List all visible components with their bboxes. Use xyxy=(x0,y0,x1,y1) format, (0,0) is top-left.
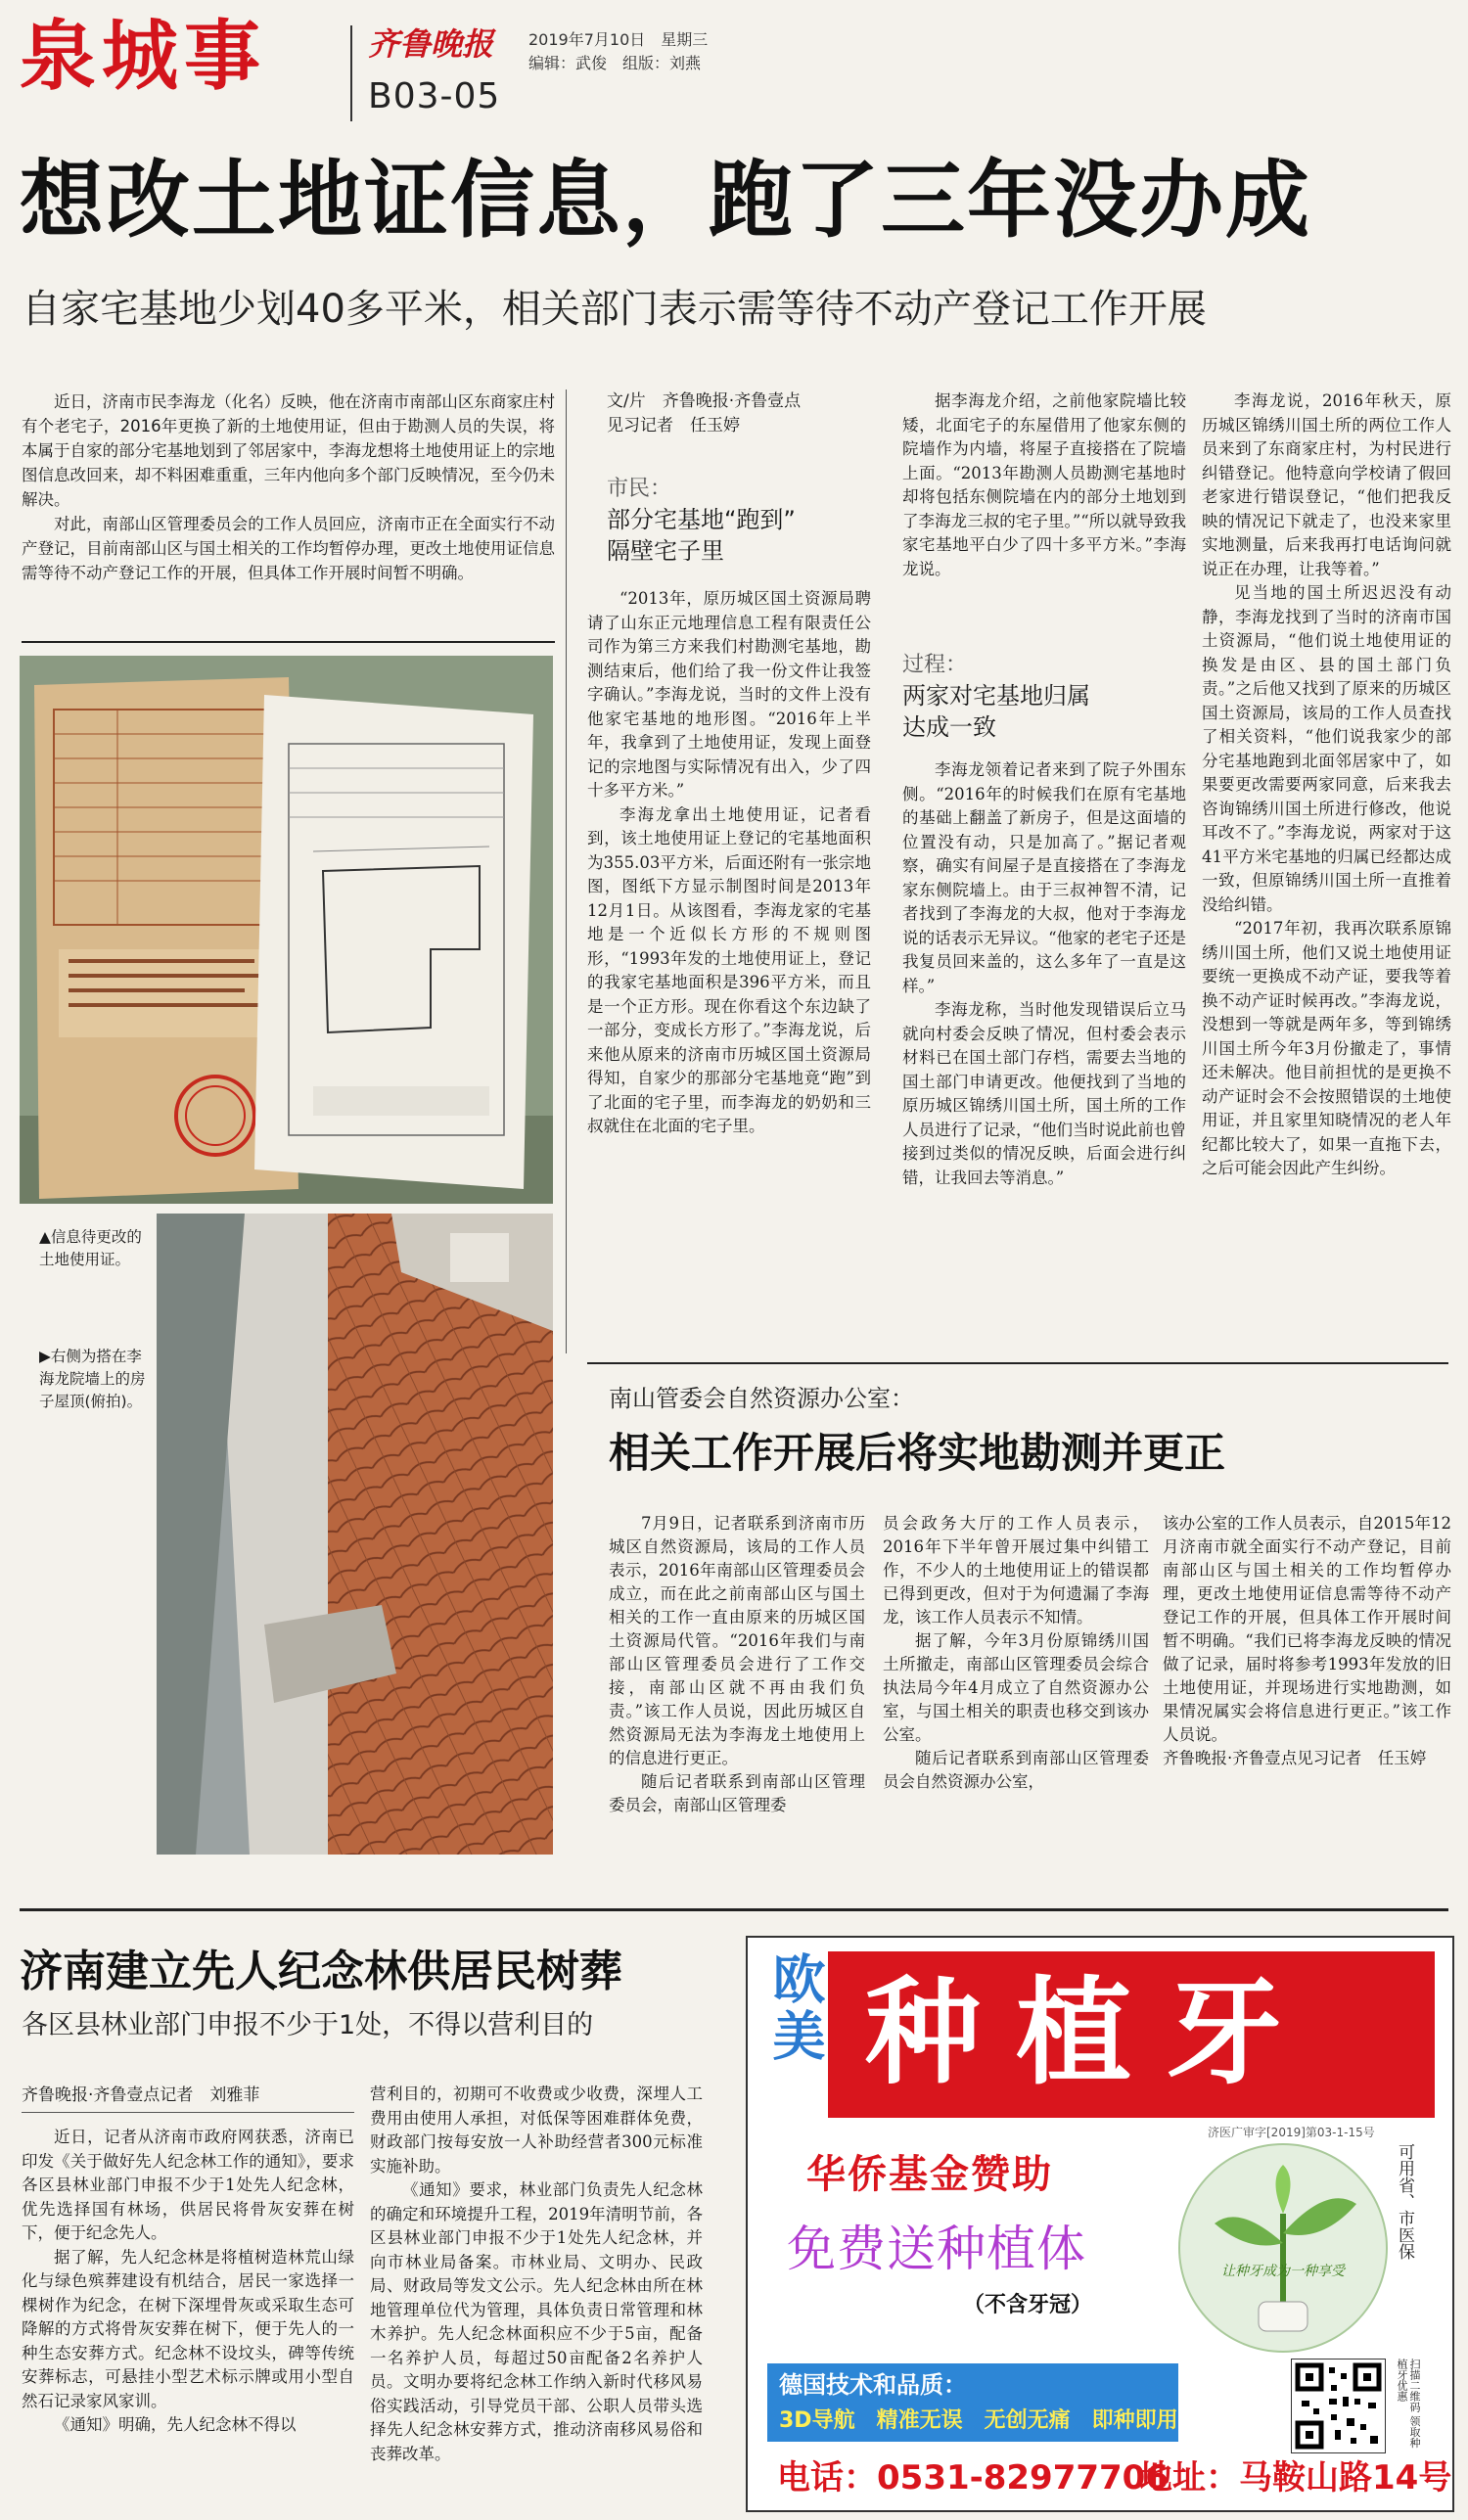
article-column-3 xyxy=(902,389,1186,654)
article-paragraph: 李海龙说，2016年秋天，原历城区锦绣川国土所的两位工作人员来到了东商家庄村，为村民进行纠错登记。他特意向学校请了假回老家进行错误登记，“他们把我反映的情况记下就走了，也没来家里实地测量，后来我再打电话询问就说正在办理，让我等着。” xyxy=(1202,391,1451,578)
photo2-caption: ▶右侧为搭在李海龙院墙上的房子屋顶(俯拍)。 xyxy=(39,1348,146,1410)
article-paragraph: 7月9日，记者联系到济南市历城区自然资源局，该局的工作人员表示，2016年南部山区管理委员会成立，而在此之前南部山区与国土相关的工作一直由原来的历城区国土资源局代管。“2016年我们与南部山区管理委员会进行了工作交接，南部山区就不再由我们负责。”该工作人员说，因此历城区自然资源局无法为李海龙土地使用上的信息进行更正。 xyxy=(609,1514,865,1767)
article-paragraph: 据了解，今年3月份原锦绣川国土所撤走，南部山区管理委员会综合执法局今年4月成立了自然资源办公室，与国土相关的职责也移交到该办公室。 xyxy=(883,1631,1149,1744)
byline-block xyxy=(607,389,900,448)
section-divider xyxy=(20,1908,1448,1911)
second-headline: 济南建立先人纪念林供居民树葬 xyxy=(20,1947,622,1996)
second-subhead: 各区县林业部门申报不少于1处，不得以营利目的 xyxy=(22,2010,594,2040)
editor-line: 编辑：武俊 组版：刘燕 xyxy=(528,54,702,72)
subhead-title-line2: 达成一致 xyxy=(902,713,996,741)
ad-tech-title: 德国技术和品质： xyxy=(779,2371,967,2399)
article-paragraph: 见当地的国土所迟迟没有动静，李海龙找到了当时的济南市国土资源局，“他们说土地使用证的换发是由区、县的国土部门负责。”之后他又找到了原来的历城区国土资源局，该局的工作人员查找了相关资料，“他们说我家少的部分宅基地跑到北面邻居家中了，如果要更改需要两家同意，后来我去咨询锦绣川国土所进行修改，他说耳改不了。”李海龙说，两家对于这41平方米宅基地的归属已经都达成一致，但原锦绣川国土所一直推着没给纠错。 xyxy=(1202,583,1451,914)
article-paragraph: 该办公室的工作人员表示，自2015年12月济南市就全面实行不动产登记，目前南部山区与国土相关的工作均暂停办理，更改土地使用证信息需等待不动产登记工作的开展，但具体工作开展时间暂不明确。“我们已将李海龙反映的情况做了记录，届时将参考1993年发放的旧土地使用证，并现场进行实地勘测，如果情况属实会将信息进行更正。”该工作人员说。 xyxy=(1163,1514,1451,1744)
subhead-citizen xyxy=(607,475,900,582)
ad-sponsor: 华侨基金赞助 xyxy=(806,2152,1053,2197)
side-story-byline: 齐鲁晚报·齐鲁壹点见习记者 任玉婷 xyxy=(1163,1749,1427,1767)
article-paragraph: 李海龙领着记者来到了院子外围东侧。“2016年的时候我们在原有宅基地的基础上翻盖了新房子，但是这面墙的位置没有动，只是加高了。”据记者观察，确实有间屋子是直接搭在了李海龙家东侧院墙上。由于三叔神智不清，记者找到了李海龙的大叔，他对于李海龙说的话表示无异议。“他家的老宅子还是我复员回来盖的，这么多年了一直是这样。” xyxy=(902,760,1186,995)
side-story-rule xyxy=(587,1362,1448,1364)
subhead-kicker: 过程： xyxy=(902,653,968,677)
column-rule xyxy=(566,389,567,1353)
paper-name-logo: 齐鲁晚报 xyxy=(368,25,494,63)
header-divider xyxy=(350,25,352,121)
ad-implant-circle xyxy=(1178,2143,1388,2353)
date-line: 2019年7月10日 星期三 xyxy=(528,30,709,49)
article-paragraph: 据了解，先人纪念林是将植树造林荒山绿化与绿色殡葬建设有机结合，居民一家选择一棵树作为纪念，在树下深埋骨灰或采取生态可降解的方式将骨灰安葬在树下，便于先人的一种生态安葬方式。纪念林不设坟头，碑等传统安葬标志，可悬挂小型艺术标示牌或用小型自然石记录家风家训。 xyxy=(22,2247,354,2410)
qr-code-icon[interactable] xyxy=(1291,2359,1386,2453)
lede-paragraph: 近日，济南市民李海龙（化名）反映，他在济南市南部山区东商家庄村有个老宅子，2016年更换了新的土地使用证，但由于勘测人员的失误，将本属于自家的部分宅基地划到了邻居家中，李海龙想将土地使用证上的宗地图信息改回来，却不料困难重重，三年内他向多个部门反映情况，至今仍未解决。 xyxy=(22,392,555,509)
second-byline-rule xyxy=(22,2112,354,2113)
roof-illustration xyxy=(157,1214,553,1855)
article-paragraph: 营利目的，初期可不收费或少收费，深埋人工费用由使用人承担，对低保等困难群体免费，财政部门按每安放一人补助经营者300元标准实施补助。 xyxy=(370,2085,703,2176)
lede-rule xyxy=(22,641,555,643)
article-paragraph: 近日，记者从济南市政府网获悉，济南已印发《关于做好先人纪念林工作的通知》，要求各区县林业部门申报不少于1处先人纪念林，优先选择国有林场，供居民将骨灰安葬在树下，便于纪念先人。 xyxy=(22,2128,354,2242)
page-code: B03-05 xyxy=(368,76,501,116)
land-certificate-photo xyxy=(20,656,553,1204)
article-paragraph: 李海龙称，当时他发现错误后立马就向村委会反映了情况，但村委会表示材料已在国土部门存档，需要去当地的国土部门申请更改。他便找到了当地的原历城区锦绣川国土所，国土所的工作人员进行了记录，“他们当时说此前也曾接到过类似的情况反映，后面会进行纠错，让我回去等消息。” xyxy=(902,1000,1186,1187)
article-column-3b xyxy=(902,758,1186,1346)
lede-paragraph-2: 对此，南部山区管理委员会的工作人员回应，济南市正在全面实行不动产登记，目前南部山区与国土相关的工作均暂停办理，更改土地使用证信息需等待不动产登记工作的开展，但具体工作开展时间暂不明确。 xyxy=(22,515,555,582)
second-column-1 xyxy=(22,2126,354,2502)
lede-block xyxy=(22,389,555,644)
ad-tech-points: 3D导航 精准无误 无创无痛 即种即用 xyxy=(779,2408,1178,2433)
side-story-title: 相关工作开展后将实地勘测并更正 xyxy=(609,1429,1226,1477)
ad-circle-slogan: 让种牙成为一种享受 xyxy=(1221,2264,1345,2279)
subhead-title-line2: 隔壁宅子里 xyxy=(607,537,724,565)
ad-vertical-label: 欧美 xyxy=(767,1951,822,2118)
dental-implant-ad[interactable] xyxy=(746,1936,1454,2512)
roof-photo xyxy=(157,1214,553,1855)
ad-offer: 免费送种植体 xyxy=(787,2221,1086,2277)
article-column-2 xyxy=(587,587,871,1346)
main-headline: 想改土地证信息，跑了三年没办成 xyxy=(20,152,1311,250)
article-paragraph: “2017年初，我再次联系原锦绣川国土所，他们又说土地使用证要统一更换成不动产证，要我等着换不动产证时候再改。”李海龙说，没想到一等就是两年多，等到锦绣川国土所今年3月份撤走了，事情还未解决。他目前担忧的是更换不动产证时会不会按照错误的土地使用证，并且家里知晓情况的老人年纪都比较大了，如果一直拖下去，之后可能会因此产生纠纷。 xyxy=(1202,919,1451,1177)
second-column-2 xyxy=(370,2083,703,2503)
side-column-1 xyxy=(609,1512,865,1884)
ad-address: 地址：马鞍山路14号 xyxy=(1139,2458,1452,2497)
ad-license: 济医广审字[2019]第03-1-15号 xyxy=(1208,2126,1375,2139)
article-paragraph: “2013年，原历城区国土资源局聘请了山东正元地理信息工程有限责任公司作为第三方来我们村勘测宅基地，勘测结束后，他们给了我一份文件让我签字确认。”李海龙说，当时的文件上没有他家宅基地的地形图。“2016年上半年，我拿到了土地使用证，发现上面登记的宗地图与实际情况有出入，少了四十多平方米。” xyxy=(587,589,871,800)
second-byline: 齐鲁晚报·齐鲁壹点记者 刘雅菲 xyxy=(22,2085,260,2105)
subhead-title-line1: 两家对宅基地归属 xyxy=(902,682,1090,710)
land-certificate-illustration xyxy=(20,656,553,1204)
article-paragraph: 据李海龙介绍，之前他家院墙比较矮，北面宅子的东屋借用了他家东侧的院墙作为内墙，将屋子直接搭在了院墙上面。“2013年勘测人员勘测宅基地时却将包括东侧院墙在内的部分土地划到了李海龙三叔的宅子里。”“所以就导致我家宅基地平白少了四十多平方米。”李海龙说。 xyxy=(902,391,1186,578)
article-paragraph: 《通知》明确，先人纪念林不得以 xyxy=(54,2415,297,2434)
byline-line2: 见习记者 任玉婷 xyxy=(607,416,740,435)
ad-side-note: 可用省、市医保 xyxy=(1395,2143,1414,2260)
side-column-2 xyxy=(883,1512,1149,1884)
side-story-kicker: 南山管委会自然资源办公室： xyxy=(609,1385,914,1412)
subhead-kicker: 市民： xyxy=(607,477,672,501)
article-paragraph: 随后记者联系到南部山区管理委员会，南部山区管理委 xyxy=(609,1772,865,1814)
article-paragraph: 李海龙拿出土地使用证，记者看到，该土地使用证上登记的宅基地面积为355.03平方米，后面还附有一张宗地图，图纸下方显示制图时间是2013年12月1日。从该图看，李海龙家的宅基地是一个近似长方形的不规则图形，“1993年发的土地使用证上，登记的我家宅基地面积是396平方米，而且是一个正方形。现在你看这个东边缺了一部分，变成长方形了。”李海龙说，后来他从原来的济南市历城区国土资源局得知，自家少的那部分宅基地竟“跑”到了北面的宅子里，而李海龙的奶奶和三叔就住在北面的宅子里。 xyxy=(587,804,871,1135)
ad-big-title: 种植牙 xyxy=(865,1964,1318,2100)
article-column-4 xyxy=(1202,389,1451,1347)
subhead-process xyxy=(902,651,1186,749)
section-header xyxy=(20,8,1448,130)
section-title: 泉城事 xyxy=(20,13,267,101)
side-column-3 xyxy=(1163,1512,1451,1884)
article-paragraph: 随后记者联系到南部山区管理委员会自然资源办公室， xyxy=(883,1749,1149,1791)
ad-qr-note: 扫描二维码 领取种植牙优惠 xyxy=(1396,2359,1421,2449)
ad-offer-note: （不含牙冠） xyxy=(963,2293,1093,2317)
subhead-title-line1: 部分宅基地“跑到” xyxy=(607,506,796,533)
byline-line1: 文/片 齐鲁晚报·齐鲁壹点 xyxy=(607,391,802,411)
photo1-caption: ▲信息待更改的土地使用证。 xyxy=(39,1228,142,1268)
article-paragraph: 《通知》要求，林业部门负责先人纪念林的确定和环境提升工程，2019年清明节前，各区县林业部门申报不少于1处先人纪念林，并向市林业局备案。市林业局、文明办、民政局、财政局等发文公示。先人纪念林由所在林地管理单位代为管理，具体负责日常管理和林木养护。先人纪念林面积应不少于5亩，配备一名养护人员，每超过50亩配备2名养护人员。文明办要将纪念林工作纳入新时代移风易俗实践活动，引导党员干部、公职人员带头选择先人纪念林安葬方式，推动济南移风易俗和丧葬改革。 xyxy=(370,2180,703,2463)
ad-phone[interactable]: 电话：0531-82977706 xyxy=(777,2458,1169,2497)
main-subhead: 自家宅基地少划40多平米，相关部门表示需等待不动产登记工作开展 xyxy=(22,287,1207,332)
sprout-icon xyxy=(1180,2145,1386,2351)
article-paragraph: 员会政务大厅的工作人员表示，2016年下半年曾开展过集中纠错工作，不少人的土地使用证上的错误都已得到更改，但对于为何遗漏了李海龙，该工作人员表示不知情。 xyxy=(883,1514,1149,1627)
